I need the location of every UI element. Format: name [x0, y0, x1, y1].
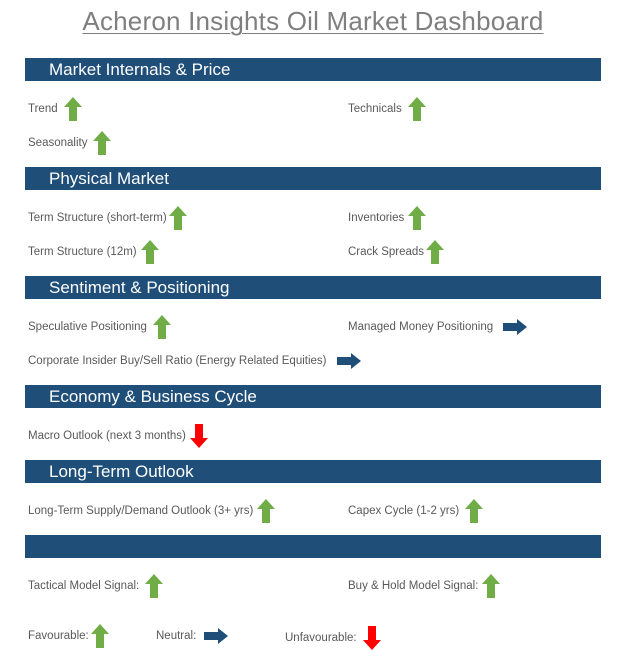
legend-label: Unfavourable: — [285, 632, 357, 644]
section-header-economy-business-cycle: Economy & Business Cycle — [25, 385, 601, 408]
arrow-up-icon — [64, 97, 82, 121]
indicator-technicals — [348, 96, 426, 122]
indicator-long-term-supply-demand — [28, 498, 275, 524]
indicator-label: Term Structure (12m) — [28, 246, 137, 258]
indicator-managed-money-positioning — [348, 314, 527, 340]
indicator-speculative-positioning — [28, 314, 171, 340]
indicator-label: Trend — [28, 103, 58, 115]
section-header-sentiment-positioning: Sentiment & Positioning — [25, 276, 601, 299]
indicator-capex-cycle — [348, 498, 483, 524]
indicator-trend — [28, 96, 82, 122]
arrow-up-icon — [145, 574, 163, 598]
section-header-model-signals — [25, 535, 601, 558]
indicator-seasonality — [28, 130, 111, 156]
indicator-macro-outlook — [28, 423, 208, 449]
indicator-corporate-insider-ratio — [28, 348, 361, 374]
indicator-label: Buy & Hold Model Signal: — [348, 580, 479, 592]
indicator-crack-spreads — [348, 239, 444, 265]
indicator-label: Technicals — [348, 103, 402, 115]
indicator-buy-hold-model-signal — [348, 573, 500, 599]
page-title: Acheron Insights Oil Market Dashboard — [82, 6, 544, 36]
section-header-market-internals: Market Internals & Price — [25, 58, 601, 81]
arrow-up-icon — [482, 574, 500, 598]
indicator-label: Crack Spreads — [348, 246, 425, 258]
section-header-physical-market: Physical Market — [25, 167, 601, 190]
indicator-label: Capex Cycle (1-2 yrs) — [348, 505, 460, 517]
arrow-right-icon — [204, 628, 228, 644]
indicator-label: Managed Money Positioning — [348, 321, 494, 333]
arrow-up-icon — [93, 131, 111, 155]
indicator-term-structure-short — [28, 205, 187, 231]
indicator-label: Corporate Insider Buy/Sell Ratio (Energy Related Equities) — [28, 355, 327, 367]
legend-favourable — [28, 623, 109, 649]
arrow-up-icon — [169, 206, 187, 230]
arrow-down-icon — [190, 424, 208, 448]
arrow-up-icon — [408, 97, 426, 121]
arrow-right-icon — [503, 319, 527, 335]
arrow-up-icon — [141, 240, 159, 264]
arrow-down-icon — [363, 626, 381, 650]
indicator-label: Long-Term Supply/Demand Outlook (3+ yrs) — [28, 505, 254, 517]
indicator-inventories — [348, 205, 426, 231]
indicator-label: Seasonality — [28, 137, 88, 149]
indicator-label: Tactical Model Signal: — [28, 580, 140, 592]
arrow-up-icon — [465, 499, 483, 523]
legend-label: Favourable: — [28, 630, 89, 642]
arrow-up-icon — [91, 624, 109, 648]
section-header-long-term-outlook: Long-Term Outlook — [25, 460, 601, 483]
indicator-term-structure-12m — [28, 239, 159, 265]
arrow-up-icon — [426, 240, 444, 264]
indicator-label: Speculative Positioning — [28, 321, 147, 333]
indicator-label: Macro Outlook (next 3 months) — [28, 430, 186, 442]
indicator-label: Inventories — [348, 212, 405, 224]
legend-label: Neutral: — [156, 630, 197, 642]
arrow-up-icon — [153, 315, 171, 339]
arrow-up-icon — [257, 499, 275, 523]
indicator-label: Term Structure (short-term) — [28, 212, 167, 224]
legend-unfavourable — [285, 625, 381, 651]
indicator-tactical-model-signal — [28, 573, 163, 599]
arrow-right-icon — [337, 353, 361, 369]
legend-neutral — [156, 623, 228, 649]
arrow-up-icon — [408, 206, 426, 230]
